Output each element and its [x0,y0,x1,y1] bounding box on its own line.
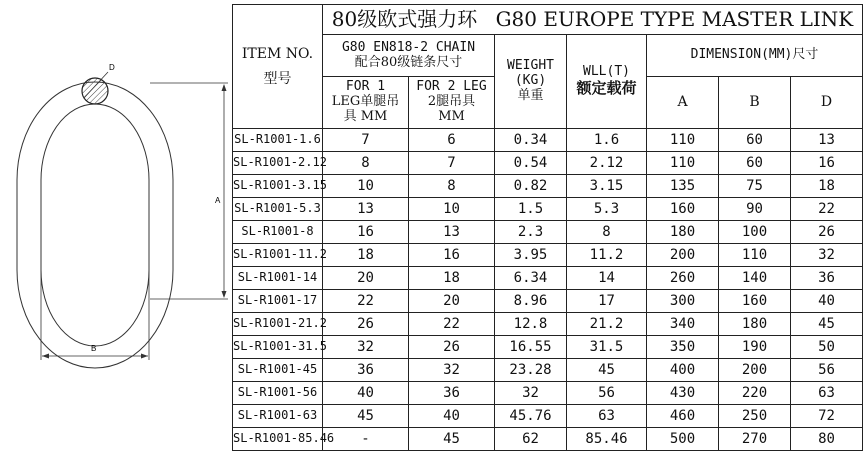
cell-dim-d: 72 [791,405,863,428]
cell-weight: 2.3 [495,221,567,244]
cell-weight: 62 [495,428,567,451]
cell-dim-b: 180 [719,313,791,336]
cell-item-no: SL-R1001-2.12 [233,152,323,175]
cell-leg2: 13 [409,221,495,244]
cell-leg1: 18 [323,244,409,267]
table-header [233,5,863,129]
table-row [233,175,863,198]
header-item-no-cn: 型号 [263,71,292,87]
cell-wll: 21.2 [567,313,647,336]
cell-leg2: 7 [409,152,495,175]
header-leg2 [409,77,495,129]
cell-wll: 1.6 [567,129,647,152]
cell-leg2: 10 [409,198,495,221]
cell-leg1: 26 [323,313,409,336]
cell-wll: 8 [567,221,647,244]
cell-dim-b: 75 [719,175,791,198]
cell-dim-a: 460 [647,405,719,428]
table-row [233,359,863,382]
header-leg1 [323,77,409,129]
cell-dim-b: 250 [719,405,791,428]
spec-table [232,4,863,451]
table-row [233,428,863,451]
table-row [233,313,863,336]
header-dimension-label: DIMENSION(MM)尺寸 [690,47,819,63]
cell-wll: 3.15 [567,175,647,198]
header-leg2-line2: 2腿吊具 [427,94,476,110]
cell-wll: 45 [567,359,647,382]
header-leg2-line1: FOR 2 LEG [416,79,487,95]
cell-dim-a: 400 [647,359,719,382]
cell-leg2: 40 [409,405,495,428]
cell-dim-d: 80 [791,428,863,451]
link-outer-contour [17,82,173,368]
cell-dim-b: 270 [719,428,791,451]
cell-leg2: 36 [409,382,495,405]
cell-dim-b: 190 [719,336,791,359]
cell-leg1: 45 [323,405,409,428]
header-leg1-line3: 具 MM [343,108,388,124]
header-chain-en: G80 EN818-2 CHAIN [341,39,476,55]
header-leg2-line3: MM [438,108,465,124]
cell-wll: 56 [567,382,647,405]
cell-dim-b: 60 [719,152,791,175]
cell-dim-a: 110 [647,152,719,175]
cell-dim-b: 100 [719,221,791,244]
cell-dim-d: 45 [791,313,863,336]
header-wll-line2: 额定载荷 [576,79,637,98]
header-wll-line1: WLL(T) [583,64,630,80]
cell-leg1: 36 [323,359,409,382]
cell-wll: 17 [567,290,647,313]
cell-item-no: SL-R1001-17 [233,290,323,313]
cell-dim-d: 63 [791,382,863,405]
cell-dim-d: 16 [791,152,863,175]
dim-label-b: B [91,344,97,353]
master-link-drawing [0,0,232,470]
table-row [233,382,863,405]
cell-item-no: SL-R1001-3.15 [233,175,323,198]
cell-weight: 8.96 [495,290,567,313]
cell-item-no: SL-R1001-63 [233,405,323,428]
cell-weight: 32 [495,382,567,405]
table-row [233,129,863,152]
cell-wll: 63 [567,405,647,428]
header-weight-line2: (KG) [514,73,547,89]
header-weight-line3: 单重 [517,87,544,103]
cell-dim-b: 110 [719,244,791,267]
cell-dim-b: 220 [719,382,791,405]
cell-leg2: 6 [409,129,495,152]
a-arrow-bottom [222,291,227,298]
cell-leg1: 13 [323,198,409,221]
cell-item-no: SL-R1001-21.2 [233,313,323,336]
cell-wll: 2.12 [567,152,647,175]
cell-leg1: - [323,428,409,451]
cell-leg2: 22 [409,313,495,336]
cell-dim-a: 200 [647,244,719,267]
header-chain-cn: 配合80级链条尺寸 [354,54,463,70]
cell-leg1: 8 [323,152,409,175]
cell-dim-a: 260 [647,267,719,290]
table-title-en: G80 EUROPE TYPE MASTER LINK [495,7,854,31]
cell-dim-d: 13 [791,129,863,152]
table-row [233,290,863,313]
cell-dim-d: 50 [791,336,863,359]
cell-weight: 1.5 [495,198,567,221]
link-inner-contour [41,104,149,346]
header-col-a: A [647,77,719,129]
cell-leg1: 32 [323,336,409,359]
cell-dim-a: 135 [647,175,719,198]
header-weight [495,35,567,129]
header-dimension [647,35,863,77]
b-arrow-right [141,354,148,359]
header-leg1-line2: LEG单腿吊 [331,94,400,110]
cell-dim-a: 430 [647,382,719,405]
b-arrow-left [42,354,49,359]
cell-dim-d: 26 [791,221,863,244]
cell-weight: 23.28 [495,359,567,382]
cell-weight: 0.34 [495,129,567,152]
cell-dim-a: 110 [647,129,719,152]
cell-dim-b: 200 [719,359,791,382]
header-chain [323,35,495,77]
cell-leg1: 7 [323,129,409,152]
cell-wll: 5.3 [567,198,647,221]
cell-leg2: 26 [409,336,495,359]
cell-dim-d: 18 [791,175,863,198]
cell-item-no: SL-R1001-14 [233,267,323,290]
table-title-cn: 80级欧式强力环 [331,7,478,31]
cell-weight: 16.55 [495,336,567,359]
table-row [233,198,863,221]
cell-dim-d: 32 [791,244,863,267]
cell-weight: 45.76 [495,405,567,428]
a-arrow-top [222,84,227,91]
cell-dim-b: 140 [719,267,791,290]
cell-dim-d: 40 [791,290,863,313]
cell-wll: 11.2 [567,244,647,267]
cell-item-no: SL-R1001-8 [233,221,323,244]
cell-dim-b: 90 [719,198,791,221]
table-row [233,152,863,175]
table-row [233,267,863,290]
cell-dim-a: 180 [647,221,719,244]
cell-dim-a: 350 [647,336,719,359]
cell-dim-a: 500 [647,428,719,451]
table-row [233,244,863,267]
cell-leg2: 18 [409,267,495,290]
header-item-no [233,5,323,129]
cell-wll: 14 [567,267,647,290]
cell-leg1: 20 [323,267,409,290]
cell-item-no: SL-R1001-11.2 [233,244,323,267]
cell-item-no: SL-R1001-31.5 [233,336,323,359]
cell-wll: 85.46 [567,428,647,451]
cell-weight: 3.95 [495,244,567,267]
dim-label-d: D [109,63,115,72]
cell-dim-b: 160 [719,290,791,313]
header-leg1-line1: FOR 1 [345,79,386,95]
header-item-no-en: ITEM NO. [241,45,314,62]
header-col-b: B [719,77,791,129]
cell-leg2: 45 [409,428,495,451]
cell-item-no: SL-R1001-5.3 [233,198,323,221]
header-wll [567,35,647,129]
cell-leg2: 8 [409,175,495,198]
cell-item-no: SL-R1001-45 [233,359,323,382]
table-title [323,5,863,35]
cell-leg2: 32 [409,359,495,382]
cell-leg1: 16 [323,221,409,244]
cell-item-no: SL-R1001-56 [233,382,323,405]
cell-dim-d: 22 [791,198,863,221]
header-col-d: D [791,77,863,129]
table-row [233,336,863,359]
cell-dim-a: 340 [647,313,719,336]
cell-leg1: 10 [323,175,409,198]
cell-weight: 6.34 [495,267,567,290]
header-weight-line1: WEIGHT [507,58,554,74]
cross-section-circle [82,78,108,104]
link-outline [17,82,173,368]
cell-leg2: 20 [409,290,495,313]
cell-weight: 0.82 [495,175,567,198]
cell-leg1: 40 [323,382,409,405]
cell-leg2: 16 [409,244,495,267]
cell-weight: 0.54 [495,152,567,175]
cell-item-no: SL-R1001-85.46 [233,428,323,451]
cell-dim-d: 56 [791,359,863,382]
table-row [233,405,863,428]
dimension-a [150,83,228,299]
cell-wll: 31.5 [567,336,647,359]
cell-dim-b: 60 [719,129,791,152]
cell-leg1: 22 [323,290,409,313]
dim-label-a: A [215,196,221,205]
cell-dim-a: 160 [647,198,719,221]
table-body [233,129,863,451]
cell-item-no: SL-R1001-1.6 [233,129,323,152]
cell-dim-a: 300 [647,290,719,313]
cell-dim-d: 36 [791,267,863,290]
table-row [233,221,863,244]
cell-weight: 12.8 [495,313,567,336]
